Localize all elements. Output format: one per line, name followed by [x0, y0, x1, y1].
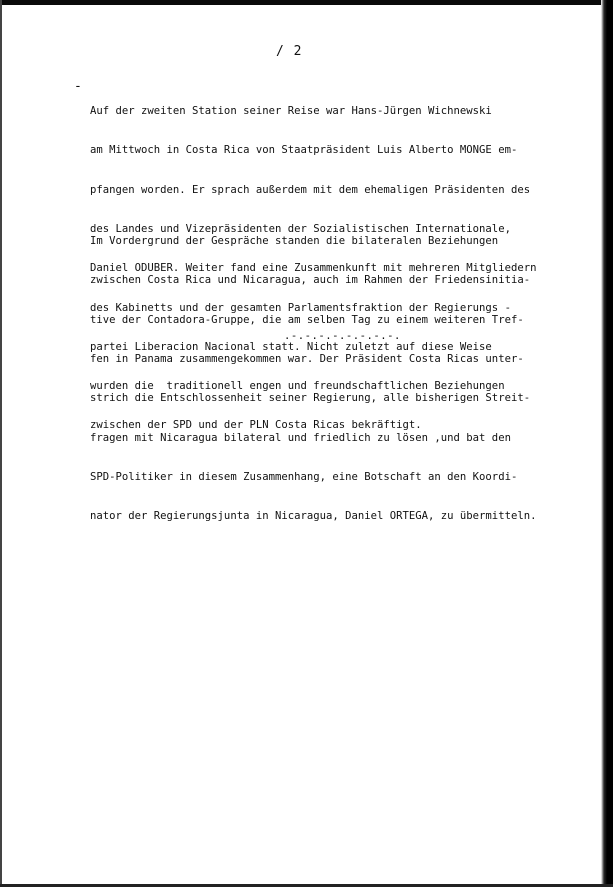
text-line: pfangen worden. Er sprach außerdem mit dem ehemaligen Präsidenten des: [90, 183, 531, 196]
text-line: strich die Entschlossenheit seiner Regierung, alle bisherigen Streit-: [90, 392, 531, 405]
scan-edge-right: [601, 0, 613, 887]
text-line: tive der Contadora-Gruppe, die am selben Tag zu einem weiteren Tref-: [90, 313, 524, 326]
text-line: zwischen Costa Rica und Nicaragua, auch im Rahmen der Friedensinitia-: [90, 274, 531, 287]
paragraph-2: [90, 209, 536, 549]
end-separator: .-.-.-.-.-.-.-.-.: [284, 330, 401, 342]
text-line: des Kabinetts und der gesamten Parlamentsfraktion der Regierungs -: [90, 301, 511, 314]
text-line: fragen mit Nicaragua bilateral und friedlich zu lösen ,und bat den: [90, 431, 511, 444]
text-line: nator der Regierungsjunta in Nicaragua, Daniel ORTEGA, zu übermitteln.: [90, 510, 537, 523]
text-line: partei Liberacion Nacional statt. Nicht zuletzt auf diese Weise: [90, 340, 492, 353]
text-line: SPD-Politiker in diesem Zusammenhang, eine Botschaft an den Koordi-: [90, 470, 518, 483]
text-line: Im Vordergrund der Gespräche standen die bilateralen Beziehungen: [90, 235, 499, 248]
text-line: fen in Panama zusammengekommen war. Der Präsident Costa Ricas unter-: [90, 353, 524, 366]
page-number: / 2: [276, 44, 303, 59]
text-line: Auf der zweiten Station seiner Reise war Hans-Jürgen Wichnewski: [90, 105, 492, 118]
text-line: am Mittwoch in Costa Rica von Staatpräsident Luis Alberto MONGE em-: [90, 144, 518, 157]
text-line: Daniel ODUBER. Weiter fand eine Zusammenkunft mit mehreren Mitgliedern: [90, 262, 537, 275]
text-line: des Landes und Vizepräsidenten der Sozialistischen Internationale,: [90, 223, 511, 236]
scan-edge-top: [0, 0, 613, 5]
bullet-dash: -: [74, 79, 82, 94]
text-line: zwischen der SPD und der PLN Costa Ricas bekräftigt.: [90, 419, 422, 432]
scan-edge-left: [0, 0, 2, 887]
text-line: wurden die traditionell engen und freundschaftlichen Beziehungen: [90, 380, 505, 393]
